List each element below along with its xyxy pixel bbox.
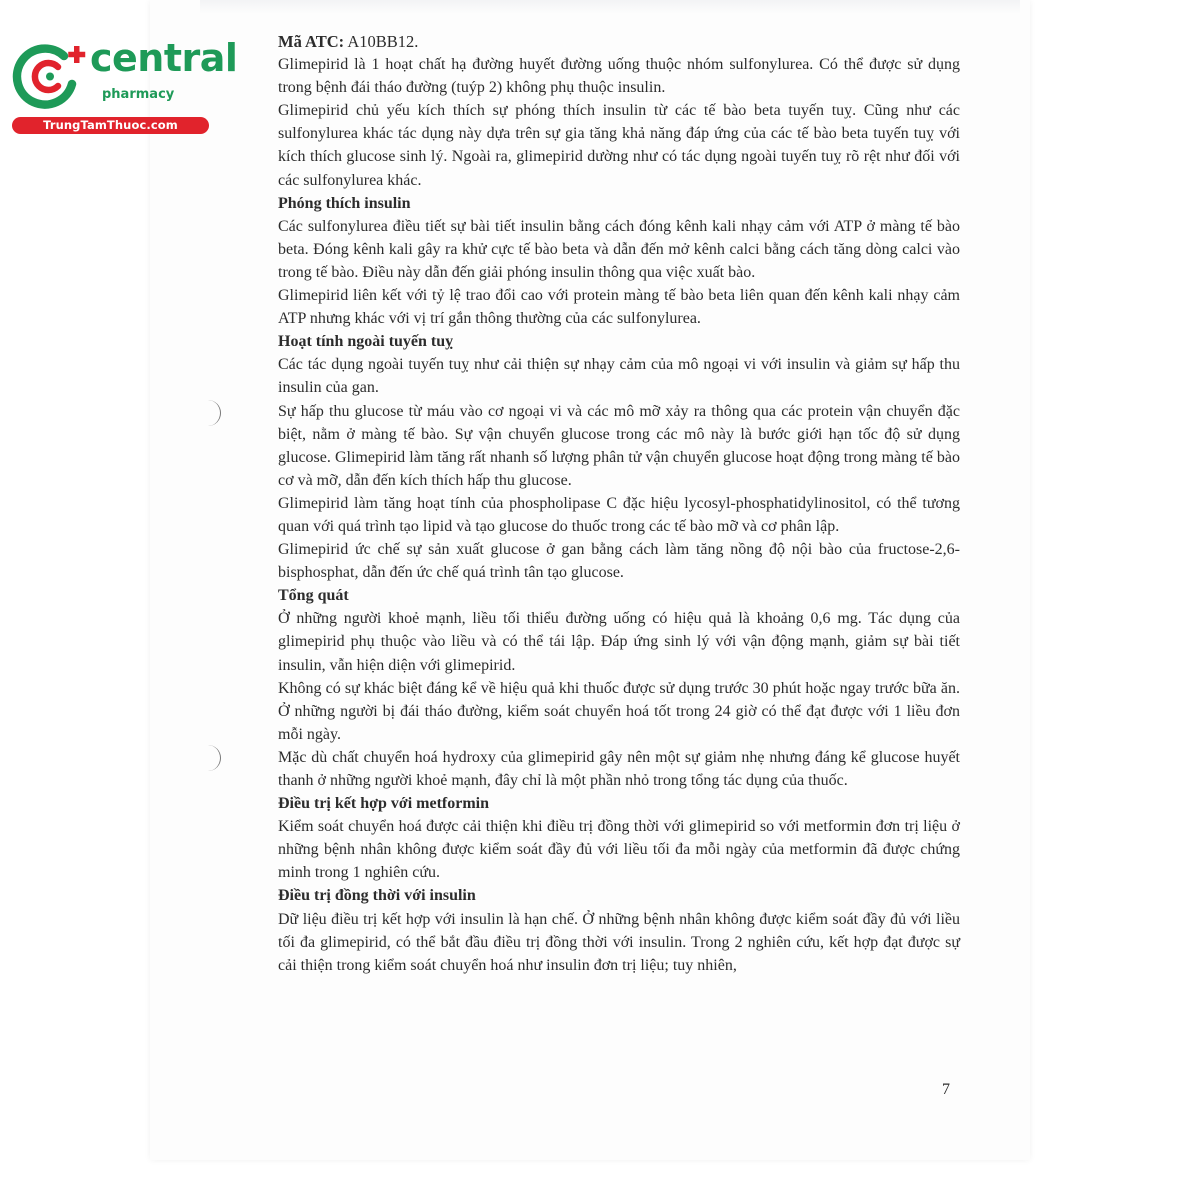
paragraph: Kiểm soát chuyển hoá được cải thiện khi điều trị đồng thời với glimepirid so với metformin đơn trị liệu ở những bệnh nhân không được kiểm soát đầy đủ với liều tối đa mỗi ngày của metformin đã được chứng minh trong 1 nghiên cứu. bbox=[278, 818, 960, 882]
paragraph: Ở những người khoẻ mạnh, liều tối thiểu đường uống có hiệu quả là khoảng 0,6 mg. Tác dụng của glimepirid phụ thuộc vào liều và có thể tái lập. Đáp ứng sinh lý với vận động mạnh, giảm sự bài tiết insulin, vẫn hiện diện với glimepirid. bbox=[278, 610, 960, 674]
paragraph: Glimepirid là 1 hoạt chất hạ đường huyết đường uống thuộc nhóm sulfonylurea. Có thể được sử dụng trong bệnh đái tháo đường (tuýp 2) không phụ thuộc insulin. bbox=[278, 56, 960, 97]
brand-website: TrungTamThuoc.com bbox=[12, 117, 209, 134]
paragraph: Glimepirid ức chế sự sản xuất glucose ở gan bằng cách làm tăng nồng độ nội bào của fructose-2,6-bisphosphat, dẫn đến ức chế quá trình tân tạo glucose. bbox=[278, 541, 960, 582]
section-heading: Tổng quát bbox=[278, 587, 349, 605]
scan-edge-shadow bbox=[200, 0, 1020, 14]
paragraph: Không có sự khác biệt đáng kể về hiệu quả khi thuốc được sử dụng trước 30 phút hoặc ngay trước bữa ăn. Ở những người bị đái tháo đường, kiểm soát chuyển hoá tốt trong 24 giờ có thể đạt được với 1 liều đơn mỗi ngày. bbox=[278, 679, 960, 743]
section-heading: Phóng thích insulin bbox=[278, 194, 411, 212]
page-number: 7 bbox=[942, 1081, 950, 1098]
atc-code: A10BB12. bbox=[347, 32, 419, 51]
atc-line bbox=[278, 30, 960, 53]
document-body bbox=[278, 30, 960, 977]
paragraph: Các sulfonylurea điều tiết sự bài tiết insulin bằng cách đóng kênh kali nhạy cảm với ATP ở màng tế bào beta. Đóng kênh kali gây ra khử cực tế bào beta và dẫn đến mở kênh calci bằng cách tăng dòng calci vào trong tế bào. Điều này dẫn đến giải phóng insulin thông qua việc xuất bào. bbox=[278, 217, 960, 281]
section-heading: Điều trị kết hợp với metformin bbox=[278, 795, 490, 813]
paragraph: Glimepirid chủ yếu kích thích sự phóng thích insulin từ các tế bào beta tuyến tuỵ. Cũng như các sulfonylurea khác tác dụng này dựa trên sự gia tăng khả năng đáp ứng của các tế bào beta tuyến tuỵ với kích thích glucose sinh lý. Ngoài ra, glimepirid dường như có tác dụng ngoài tuyến tuỵ rõ rệt như đối với các sulfonylurea khác. bbox=[278, 102, 960, 189]
paragraph: Glimepirid liên kết với tỷ lệ trao đổi cao với protein màng tế bào beta liên quan đến kênh kali nhạy cảm ATP nhưng khác với vị trí gắn thông thường của các sulfonylurea. bbox=[278, 287, 960, 328]
atc-label: Mã ATC: bbox=[278, 32, 345, 51]
central-pharmacy-logo bbox=[12, 36, 238, 140]
pharmacy-logo-icon bbox=[12, 40, 92, 114]
paragraph: Sự hấp thu glucose từ máu vào cơ ngoại vi và các mô mỡ xảy ra thông qua các protein vận chuyển đặc biệt, nằm ở màng tế bào. Sự vận chuyển glucose trong các mô này là bước giới hạn tốc độ sử dụng glucose. Glimepirid làm tăng rất nhanh số lượng phân tử vận chuyển glucose hoạt động trong màng tế bào cơ và mỡ, dẫn đến kích thích hấp thu glucose. bbox=[278, 402, 960, 489]
section-heading: Điều trị đồng thời với insulin bbox=[278, 887, 476, 905]
paragraph: Các tác dụng ngoài tuyến tuỵ như cải thiện sự nhạy cảm của mô ngoại vi với insulin và giảm sự hấp thu insulin của gan. bbox=[278, 356, 960, 397]
paragraph: Mặc dù chất chuyển hoá hydroxy của glimepirid gây nên một sự giảm nhẹ nhưng đáng kể glucose huyết thanh ở những người khoẻ mạnh, đây chỉ là một phần nhỏ trong tổng tác dụng của thuốc. bbox=[278, 748, 960, 789]
paragraph: Glimepirid làm tăng hoạt tính của phospholipase C đặc hiệu lycosyl-phosphatidylinositol, có thể tương quan với quá trình tạo lipid và tạo glucose do thuốc trong các tế bào mỡ và cơ phân lập. bbox=[278, 494, 960, 535]
paragraph: Dữ liệu điều trị kết hợp với insulin là hạn chế. Ở những bệnh nhân không được kiểm soát đầy đủ với liều tối đa glimepirid, có thể bắt đầu điều trị đồng thời với insulin. Trong 2 nghiên cứu, kết hợp đạt được sự cải thiện trong kiểm soát chuyển hoá như insulin đơn trị liệu; tuy nhiên, bbox=[278, 910, 960, 974]
brand-tagline: pharmacy bbox=[102, 87, 175, 102]
section-heading: Hoạt tính ngoài tuyến tuỵ bbox=[278, 333, 454, 351]
brand-name: central bbox=[90, 36, 238, 80]
